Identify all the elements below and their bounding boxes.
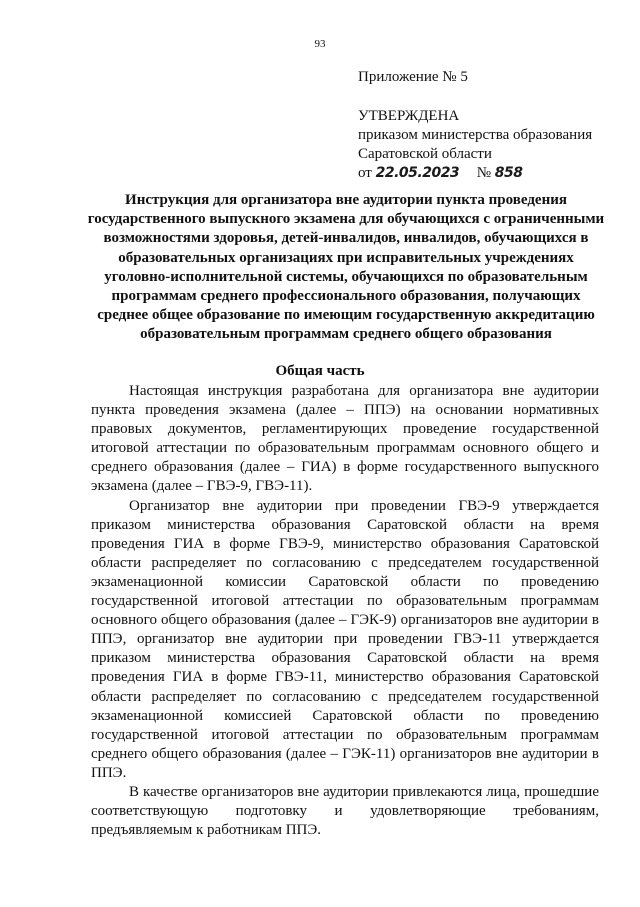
page-number: 93 [314,38,326,50]
date-prefix: от [358,165,372,181]
approval-block [358,107,618,183]
order-date-number-line [358,164,618,183]
approved-label: УТВЕРЖДЕНА [358,108,460,124]
document-title: Инструкция для организатора вне аудитории пункта проведения государственного выпускного экзамена для обучающихся с ограниченными возможностями здоровья, детей-инвалидов, инвалидов, обучающихся в образовательных организациях при исправительных учреждениях уголовно-исполнительной системы, обучающихся по образовательным программам среднего профессионального образования, получающих среднее общее образование по имеющим государственную аккредитацию образовательным программам среднего общего образования [87,192,605,343]
paragraph: Организатор вне аудитории при проведении ГВЭ-9 утверждается приказом министерства образования Саратовской области на время проведения ГИА в форме ГВЭ-9, министерство образования Саратовской области распределяет по согласованию с председателем государственной экзаменационной комиссии Саратовской области по проведению государственной итоговой аттестации по образовательным программам основного общего образования (далее – ГЭК-9) организаторов вне аудитории в ППЭ, организатор вне аудитории при проведении ГВЭ-11 утверждается приказом министерства образования Саратовской области на время проведения ГИА в форме ГВЭ-11, министерство образования Саратовской области распределяет по согласованию с председателем государственной экзаменационной комиссией Саратовской области по проведению государственной итоговой аттестации по образовательным программам среднего общего образования (далее – ГЭК-11) организаторов вне аудитории в ППЭ. [91,497,599,781]
section-body [91,382,599,840]
paragraph: В качестве организаторов вне аудитории привлекаются лица, прошедшие соответствующую подготовку и удовлетворяющие требованиям, предъявляемым к работникам ППЭ. [91,783,599,839]
order-issuer-line-1: приказом министерства образования [358,127,593,143]
number-prefix: № [476,165,491,181]
handwritten-order-number: 858 [494,165,523,181]
appendix-label: Приложение № 5 [358,69,468,85]
section-heading: Общая часть [275,363,365,379]
order-issuer-line-2: Саратовской области [358,146,492,162]
paragraph: Настоящая инструкция разработана для организатора вне аудитории пункта проведения экзамена (далее – ППЭ) на основании нормативных правовых документов, регламентирующих проведение государственной итоговой аттестации по образовательным программам основного общего и среднего образования (далее – ГИА) в форме государственного выпускного экзамена (далее – ГВЭ-9, ГВЭ-11). [91,383,599,495]
handwritten-date: 22.05.2023 [375,165,460,181]
